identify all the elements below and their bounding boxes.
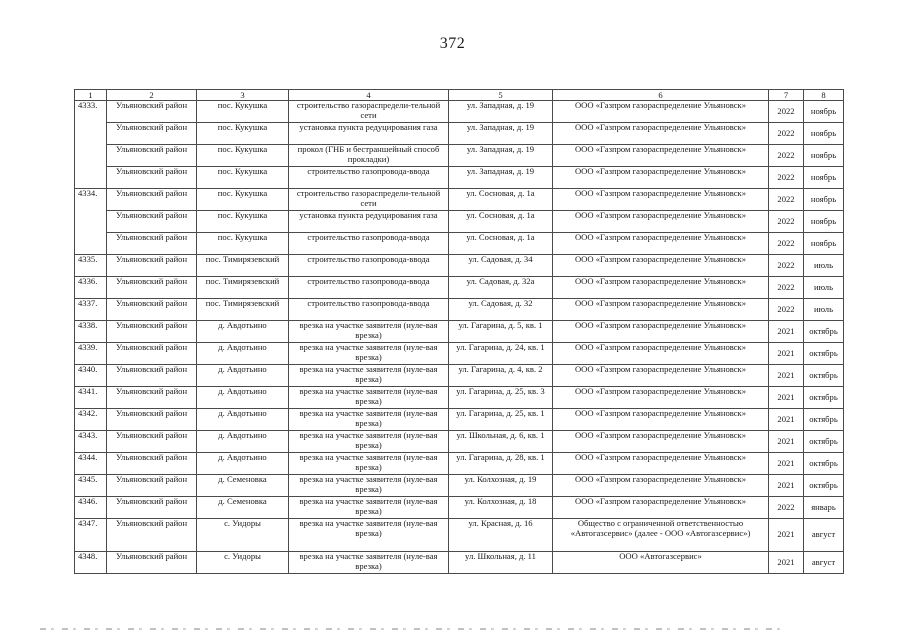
month-cell: октябрь (804, 409, 844, 431)
organization-cell: ООО «Газпром газораспределение Ульяновск» (553, 123, 769, 145)
organization-cell: Общество с ограниченной ответственностью «Автогазсервис» (далее - ООО «Автогазсервис») (553, 519, 769, 552)
month-cell: октябрь (804, 365, 844, 387)
district-cell: Ульяновский район (107, 167, 197, 189)
organization-cell: ООО «Газпром газораспределение Ульяновск» (553, 431, 769, 453)
address-cell: ул. Красная, д. 16 (449, 519, 553, 552)
month-cell: октябрь (804, 343, 844, 365)
district-cell: Ульяновский район (107, 277, 197, 299)
object-type-cell: установка пункта редуцирования газа (289, 123, 449, 145)
month-cell: октябрь (804, 431, 844, 453)
settlement-cell: пос. Тимирязевский (197, 277, 289, 299)
month-cell: октябрь (804, 321, 844, 343)
district-cell: Ульяновский район (107, 145, 197, 167)
address-cell: ул. Гагарина, д. 24, кв. 1 (449, 343, 553, 365)
district-cell: Ульяновский район (107, 497, 197, 519)
table-row (75, 387, 844, 409)
table-row (75, 101, 844, 123)
object-type-cell: строительство газопровода-ввода (289, 167, 449, 189)
row-number: 4344. (75, 453, 107, 475)
address-cell: ул. Западная, д. 19 (449, 167, 553, 189)
month-cell: ноябрь (804, 189, 844, 211)
organization-cell: ООО «Газпром газораспределение Ульяновск» (553, 277, 769, 299)
year-cell: 2021 (769, 475, 804, 497)
object-type-cell: врезка на участке заявителя (нуле-вая врезка) (289, 409, 449, 431)
row-number: 4347. (75, 519, 107, 552)
organization-cell: ООО «Газпром газораспределение Ульяновск» (553, 365, 769, 387)
object-type-cell: врезка на участке заявителя (нуле-вая врезка) (289, 431, 449, 453)
settlement-cell: д. Авдотьино (197, 343, 289, 365)
settlement-cell: д. Авдотьино (197, 321, 289, 343)
year-cell: 2021 (769, 387, 804, 409)
column-number: 5 (449, 90, 553, 101)
organization-cell: ООО «Газпром газораспределение Ульяновск» (553, 321, 769, 343)
column-number: 3 (197, 90, 289, 101)
scan-edge-artifact (40, 628, 780, 630)
table-row (75, 189, 844, 211)
address-cell: ул. Гагарина, д. 28, кв. 1 (449, 453, 553, 475)
year-cell: 2021 (769, 365, 804, 387)
district-cell: Ульяновский район (107, 519, 197, 552)
settlement-cell: с. Уидоры (197, 552, 289, 574)
table-row (75, 431, 844, 453)
table-row (75, 233, 844, 255)
row-number: 4337. (75, 299, 107, 321)
object-type-cell: строительство газопровода-ввода (289, 277, 449, 299)
address-cell: ул. Гагарина, д. 5, кв. 1 (449, 321, 553, 343)
year-cell: 2021 (769, 409, 804, 431)
year-cell: 2022 (769, 189, 804, 211)
district-cell: Ульяновский район (107, 321, 197, 343)
settlement-cell: пос. Тимирязевский (197, 255, 289, 277)
row-number: 4342. (75, 409, 107, 431)
settlement-cell: д. Авдотьино (197, 453, 289, 475)
column-number: 6 (553, 90, 769, 101)
district-cell: Ульяновский район (107, 453, 197, 475)
district-cell: Ульяновский район (107, 123, 197, 145)
address-cell: ул. Западная, д. 19 (449, 145, 553, 167)
month-cell: ноябрь (804, 101, 844, 123)
district-cell: Ульяновский район (107, 101, 197, 123)
row-number: 4340. (75, 365, 107, 387)
column-number: 1 (75, 90, 107, 101)
object-type-cell: установка пункта редуцирования газа (289, 211, 449, 233)
row-number: 4341. (75, 387, 107, 409)
table-row (75, 497, 844, 519)
object-type-cell: строительство газораспредели-тельной сети (289, 189, 449, 211)
year-cell: 2022 (769, 255, 804, 277)
organization-cell: ООО «Газпром газораспределение Ульяновск» (553, 343, 769, 365)
year-cell: 2022 (769, 145, 804, 167)
row-number: 4334. (75, 189, 107, 255)
table-row (75, 365, 844, 387)
object-type-cell: врезка на участке заявителя (нуле-вая врезка) (289, 497, 449, 519)
table-row (75, 145, 844, 167)
object-type-cell: врезка на участке заявителя (нуле-вая врезка) (289, 321, 449, 343)
settlement-cell: пос. Кукушка (197, 123, 289, 145)
district-cell: Ульяновский район (107, 343, 197, 365)
table-row (75, 277, 844, 299)
month-cell: август (804, 552, 844, 574)
district-cell: Ульяновский район (107, 189, 197, 211)
table-row (75, 321, 844, 343)
object-type-cell: строительство газопровода-ввода (289, 255, 449, 277)
address-cell: ул. Гагарина, д. 4, кв. 2 (449, 365, 553, 387)
column-number: 7 (769, 90, 804, 101)
month-cell: ноябрь (804, 167, 844, 189)
row-number: 4346. (75, 497, 107, 519)
settlement-cell: д. Авдотьино (197, 431, 289, 453)
district-cell: Ульяновский район (107, 299, 197, 321)
registry-table (74, 89, 844, 574)
district-cell: Ульяновский район (107, 552, 197, 574)
object-type-cell: врезка на участке заявителя (нуле-вая врезка) (289, 475, 449, 497)
address-cell: ул. Гагарина, д. 25, кв. 3 (449, 387, 553, 409)
table-row (75, 552, 844, 574)
month-cell: октябрь (804, 475, 844, 497)
table-row (75, 123, 844, 145)
settlement-cell: пос. Кукушка (197, 145, 289, 167)
row-number: 4338. (75, 321, 107, 343)
address-cell: ул. Садовая, д. 34 (449, 255, 553, 277)
organization-cell: ООО «Газпром газораспределение Ульяновск» (553, 299, 769, 321)
year-cell: 2021 (769, 431, 804, 453)
month-cell: июль (804, 255, 844, 277)
address-cell: ул. Гагарина, д. 25, кв. 1 (449, 409, 553, 431)
row-number: 4345. (75, 475, 107, 497)
organization-cell: ООО «Газпром газораспределение Ульяновск» (553, 475, 769, 497)
address-cell: ул. Школьная, д. 11 (449, 552, 553, 574)
year-cell: 2022 (769, 123, 804, 145)
object-type-cell: врезка на участке заявителя (нуле-вая врезка) (289, 519, 449, 552)
district-cell: Ульяновский район (107, 233, 197, 255)
table-row (75, 453, 844, 475)
settlement-cell: д. Авдотьино (197, 387, 289, 409)
month-cell: ноябрь (804, 123, 844, 145)
organization-cell: ООО «Газпром газораспределение Ульяновск» (553, 409, 769, 431)
year-cell: 2021 (769, 343, 804, 365)
district-cell: Ульяновский район (107, 365, 197, 387)
object-type-cell: строительство газораспредели-тельной сети (289, 101, 449, 123)
district-cell: Ульяновский район (107, 431, 197, 453)
object-type-cell: врезка на участке заявителя (нуле-вая врезка) (289, 343, 449, 365)
month-cell: август (804, 519, 844, 552)
month-cell: январь (804, 497, 844, 519)
row-number: 4335. (75, 255, 107, 277)
year-cell: 2021 (769, 519, 804, 552)
year-cell: 2022 (769, 233, 804, 255)
settlement-cell: д. Авдотьино (197, 409, 289, 431)
address-cell: ул. Школьная, д. 6, кв. 1 (449, 431, 553, 453)
organization-cell: ООО «Газпром газораспределение Ульяновск» (553, 453, 769, 475)
table-row (75, 343, 844, 365)
month-cell: ноябрь (804, 211, 844, 233)
district-cell: Ульяновский район (107, 475, 197, 497)
row-number: 4348. (75, 552, 107, 574)
organization-cell: ООО «Газпром газораспределение Ульяновск» (553, 255, 769, 277)
column-number-row (75, 90, 844, 101)
row-number: 4343. (75, 431, 107, 453)
month-cell: октябрь (804, 387, 844, 409)
year-cell: 2022 (769, 497, 804, 519)
settlement-cell: д. Авдотьино (197, 365, 289, 387)
object-type-cell: строительство газопровода-ввода (289, 233, 449, 255)
year-cell: 2021 (769, 453, 804, 475)
settlement-cell: д. Семеновка (197, 475, 289, 497)
organization-cell: ООО «Газпром газораспределение Ульяновск» (553, 189, 769, 211)
table-row (75, 211, 844, 233)
address-cell: ул. Садовая, д. 32 (449, 299, 553, 321)
address-cell: ул. Западная, д. 19 (449, 123, 553, 145)
address-cell: ул. Садовая, д. 32а (449, 277, 553, 299)
district-cell: Ульяновский район (107, 387, 197, 409)
year-cell: 2022 (769, 277, 804, 299)
year-cell: 2021 (769, 321, 804, 343)
table-row (75, 519, 844, 552)
page-number: 372 (439, 35, 466, 52)
organization-cell: ООО «Газпром газораспределение Ульяновск» (553, 387, 769, 409)
year-cell: 2021 (769, 552, 804, 574)
organization-cell: ООО «Газпром газораспределение Ульяновск» (553, 233, 769, 255)
column-number: 8 (804, 90, 844, 101)
organization-cell: ООО «Газпром газораспределение Ульяновск» (553, 497, 769, 519)
month-cell: июль (804, 299, 844, 321)
month-cell: июль (804, 277, 844, 299)
address-cell: ул. Сосновая, д. 1а (449, 189, 553, 211)
organization-cell: ООО «Газпром газораспределение Ульяновск» (553, 211, 769, 233)
month-cell: октябрь (804, 453, 844, 475)
column-number: 4 (289, 90, 449, 101)
organization-cell: ООО «Газпром газораспределение Ульяновск» (553, 101, 769, 123)
object-type-cell: врезка на участке заявителя (нуле-вая врезка) (289, 552, 449, 574)
object-type-cell: врезка на участке заявителя (нуле-вая врезка) (289, 365, 449, 387)
settlement-cell: пос. Кукушка (197, 233, 289, 255)
address-cell: ул. Сосновая, д. 1а (449, 233, 553, 255)
month-cell: ноябрь (804, 233, 844, 255)
district-cell: Ульяновский район (107, 409, 197, 431)
column-number: 2 (107, 90, 197, 101)
address-cell: ул. Колхозная, д. 18 (449, 497, 553, 519)
organization-cell: ООО «Газпром газораспределение Ульяновск» (553, 145, 769, 167)
table-row (75, 255, 844, 277)
row-number: 4339. (75, 343, 107, 365)
year-cell: 2022 (769, 167, 804, 189)
table-row (75, 167, 844, 189)
object-type-cell: врезка на участке заявителя (нуле-вая врезка) (289, 387, 449, 409)
organization-cell: ООО «Автогазсервис» (553, 552, 769, 574)
row-number: 4333. (75, 101, 107, 189)
address-cell: ул. Сосновая, д. 1а (449, 211, 553, 233)
table-row (75, 475, 844, 497)
table-row (75, 299, 844, 321)
object-type-cell: прокол (ГНБ и бестраншейный способ прокладки) (289, 145, 449, 167)
settlement-cell: пос. Кукушка (197, 211, 289, 233)
address-cell: ул. Колхозная, д. 19 (449, 475, 553, 497)
settlement-cell: пос. Тимирязевский (197, 299, 289, 321)
object-type-cell: строительство газопровода-ввода (289, 299, 449, 321)
settlement-cell: пос. Кукушка (197, 167, 289, 189)
settlement-cell: с. Уидоры (197, 519, 289, 552)
organization-cell: ООО «Газпром газораспределение Ульяновск» (553, 167, 769, 189)
year-cell: 2022 (769, 101, 804, 123)
object-type-cell: врезка на участке заявителя (нуле-вая врезка) (289, 453, 449, 475)
settlement-cell: д. Семеновка (197, 497, 289, 519)
district-cell: Ульяновский район (107, 255, 197, 277)
year-cell: 2022 (769, 299, 804, 321)
settlement-cell: пос. Кукушка (197, 189, 289, 211)
district-cell: Ульяновский район (107, 211, 197, 233)
month-cell: ноябрь (804, 145, 844, 167)
settlement-cell: пос. Кукушка (197, 101, 289, 123)
row-number: 4336. (75, 277, 107, 299)
address-cell: ул. Западная, д. 19 (449, 101, 553, 123)
table-row (75, 409, 844, 431)
year-cell: 2022 (769, 211, 804, 233)
